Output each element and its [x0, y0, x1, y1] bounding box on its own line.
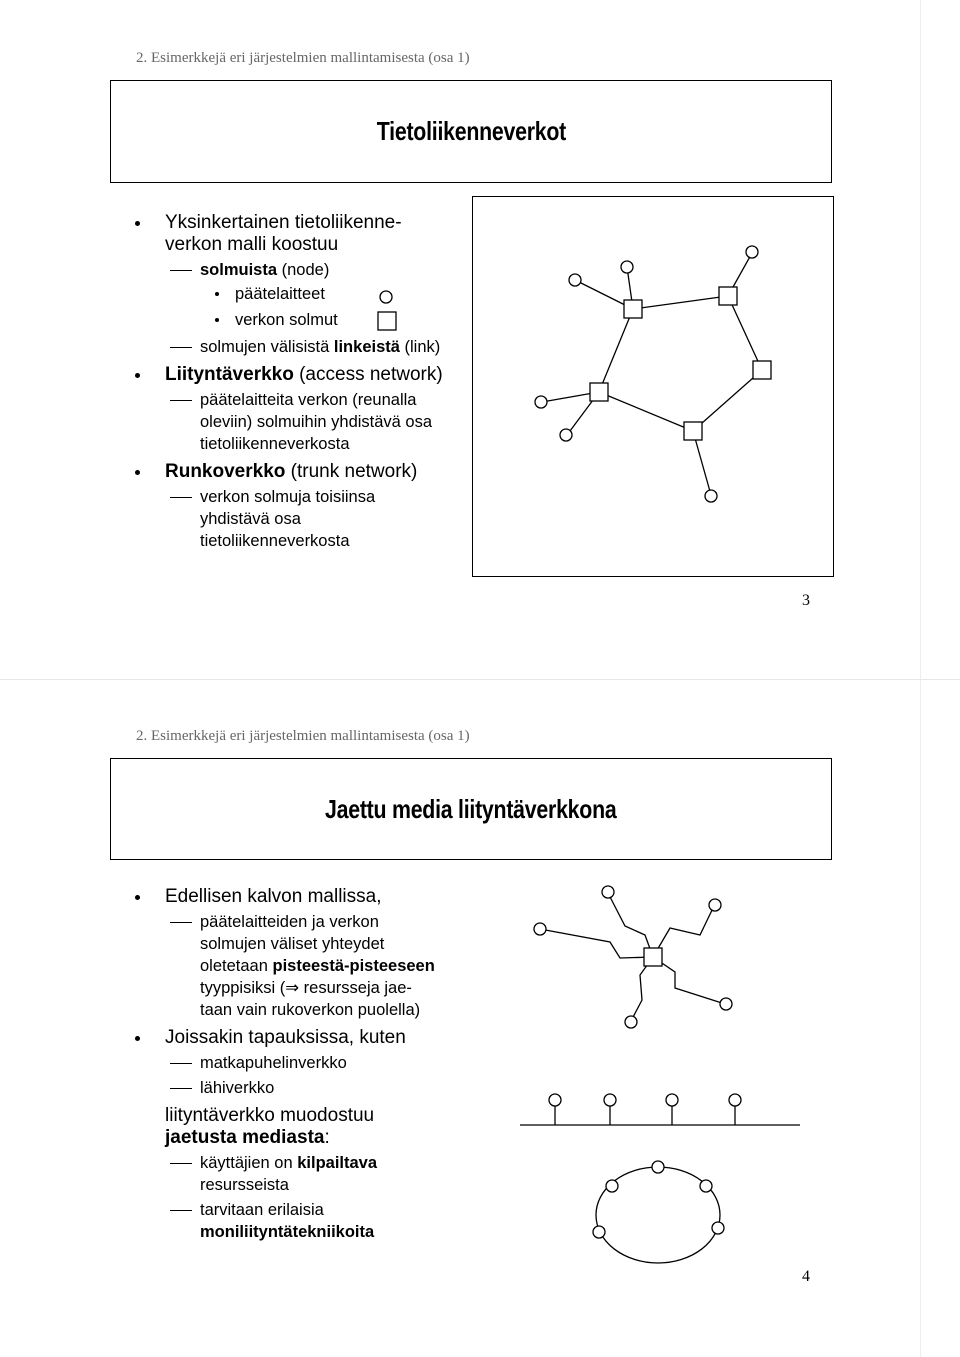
para-shared-media: liityntäverkko muodostuu jaetusta mediasta: — [165, 1105, 375, 1148]
bus-diagram — [520, 1094, 800, 1125]
bullet-some-cases: Joissakin tapauksissa, kuten — [135, 1027, 495, 1049]
sub-nodes: solmuista (node) — [135, 259, 475, 281]
slide-header: 2. Esimerkkejä eri järjestelmien mallintamisesta (osa 1) — [136, 50, 470, 66]
shared-media-diagrams — [520, 880, 810, 1270]
sub-multiaccess: tarvitaan erilaisia moniliityntätekniikoita — [135, 1199, 495, 1243]
ring-diagram — [593, 1161, 724, 1263]
wireless-diagram — [534, 886, 732, 1028]
title-box — [110, 758, 832, 860]
slide-title: Tietoliikenneverkot — [376, 116, 566, 146]
terminal-legend-icon — [380, 291, 392, 303]
slide-header: 2. Esimerkkejä eri järjestelmien mallintamisesta (osa 1) — [136, 728, 470, 744]
sub-point-to-point: päätelaitteiden ja verkon solmujen väliset yhteydet oletetaan pisteestä-pisteeseen tyyppisiksi (⇒ resursseja jae- taan vain rukoverkon puolella) — [135, 911, 495, 1021]
sub-mobile: matkapuhelinverkko — [135, 1052, 495, 1074]
node-legend-icon — [378, 312, 396, 330]
bullet-access-network: Liityntäverkko (access network) — [135, 364, 475, 386]
sub-compete: käyttäjien on kilpailtava resursseista — [135, 1152, 495, 1196]
bullet-previous-model: Edellisen kalvon mallissa, — [135, 886, 495, 908]
nodes — [535, 246, 771, 502]
bullet-model: Yksinkertainen tietoliikenne- verkon malli koostuu — [135, 212, 475, 256]
title-box — [110, 80, 832, 183]
bullet-trunk-network: Runkoverkko (trunk network) — [135, 461, 475, 483]
sub-access-desc: päätelaitteita verkon (reunalla oleviin) solmuihin yhdistävä osa tietoliikenneverkosta — [135, 389, 475, 455]
implies-arrow-icon: ⇒ — [285, 979, 300, 997]
page-number: 3 — [802, 592, 810, 609]
sub-trunk-desc: verkon solmuja toisiinsa yhdistävä osa tietoliikenneverkosta — [135, 486, 475, 552]
bullet-list — [135, 206, 475, 552]
sub-network-nodes: verkon solmut — [135, 307, 475, 333]
network-diagram — [473, 197, 835, 578]
slide-title: Jaettu media liityntäverkkona — [325, 793, 617, 824]
page-number: 4 — [802, 1268, 810, 1285]
bullet-list — [135, 880, 495, 1243]
legend-shapes — [372, 288, 402, 336]
sub-terminals: päätelaitteet — [135, 281, 475, 307]
slide-4 — [0, 680, 960, 1357]
sub-links: solmujen välisistä linkeistä (link) — [135, 336, 475, 358]
network-diagram-box — [472, 196, 834, 577]
sub-lan: lähiverkko — [135, 1077, 495, 1099]
